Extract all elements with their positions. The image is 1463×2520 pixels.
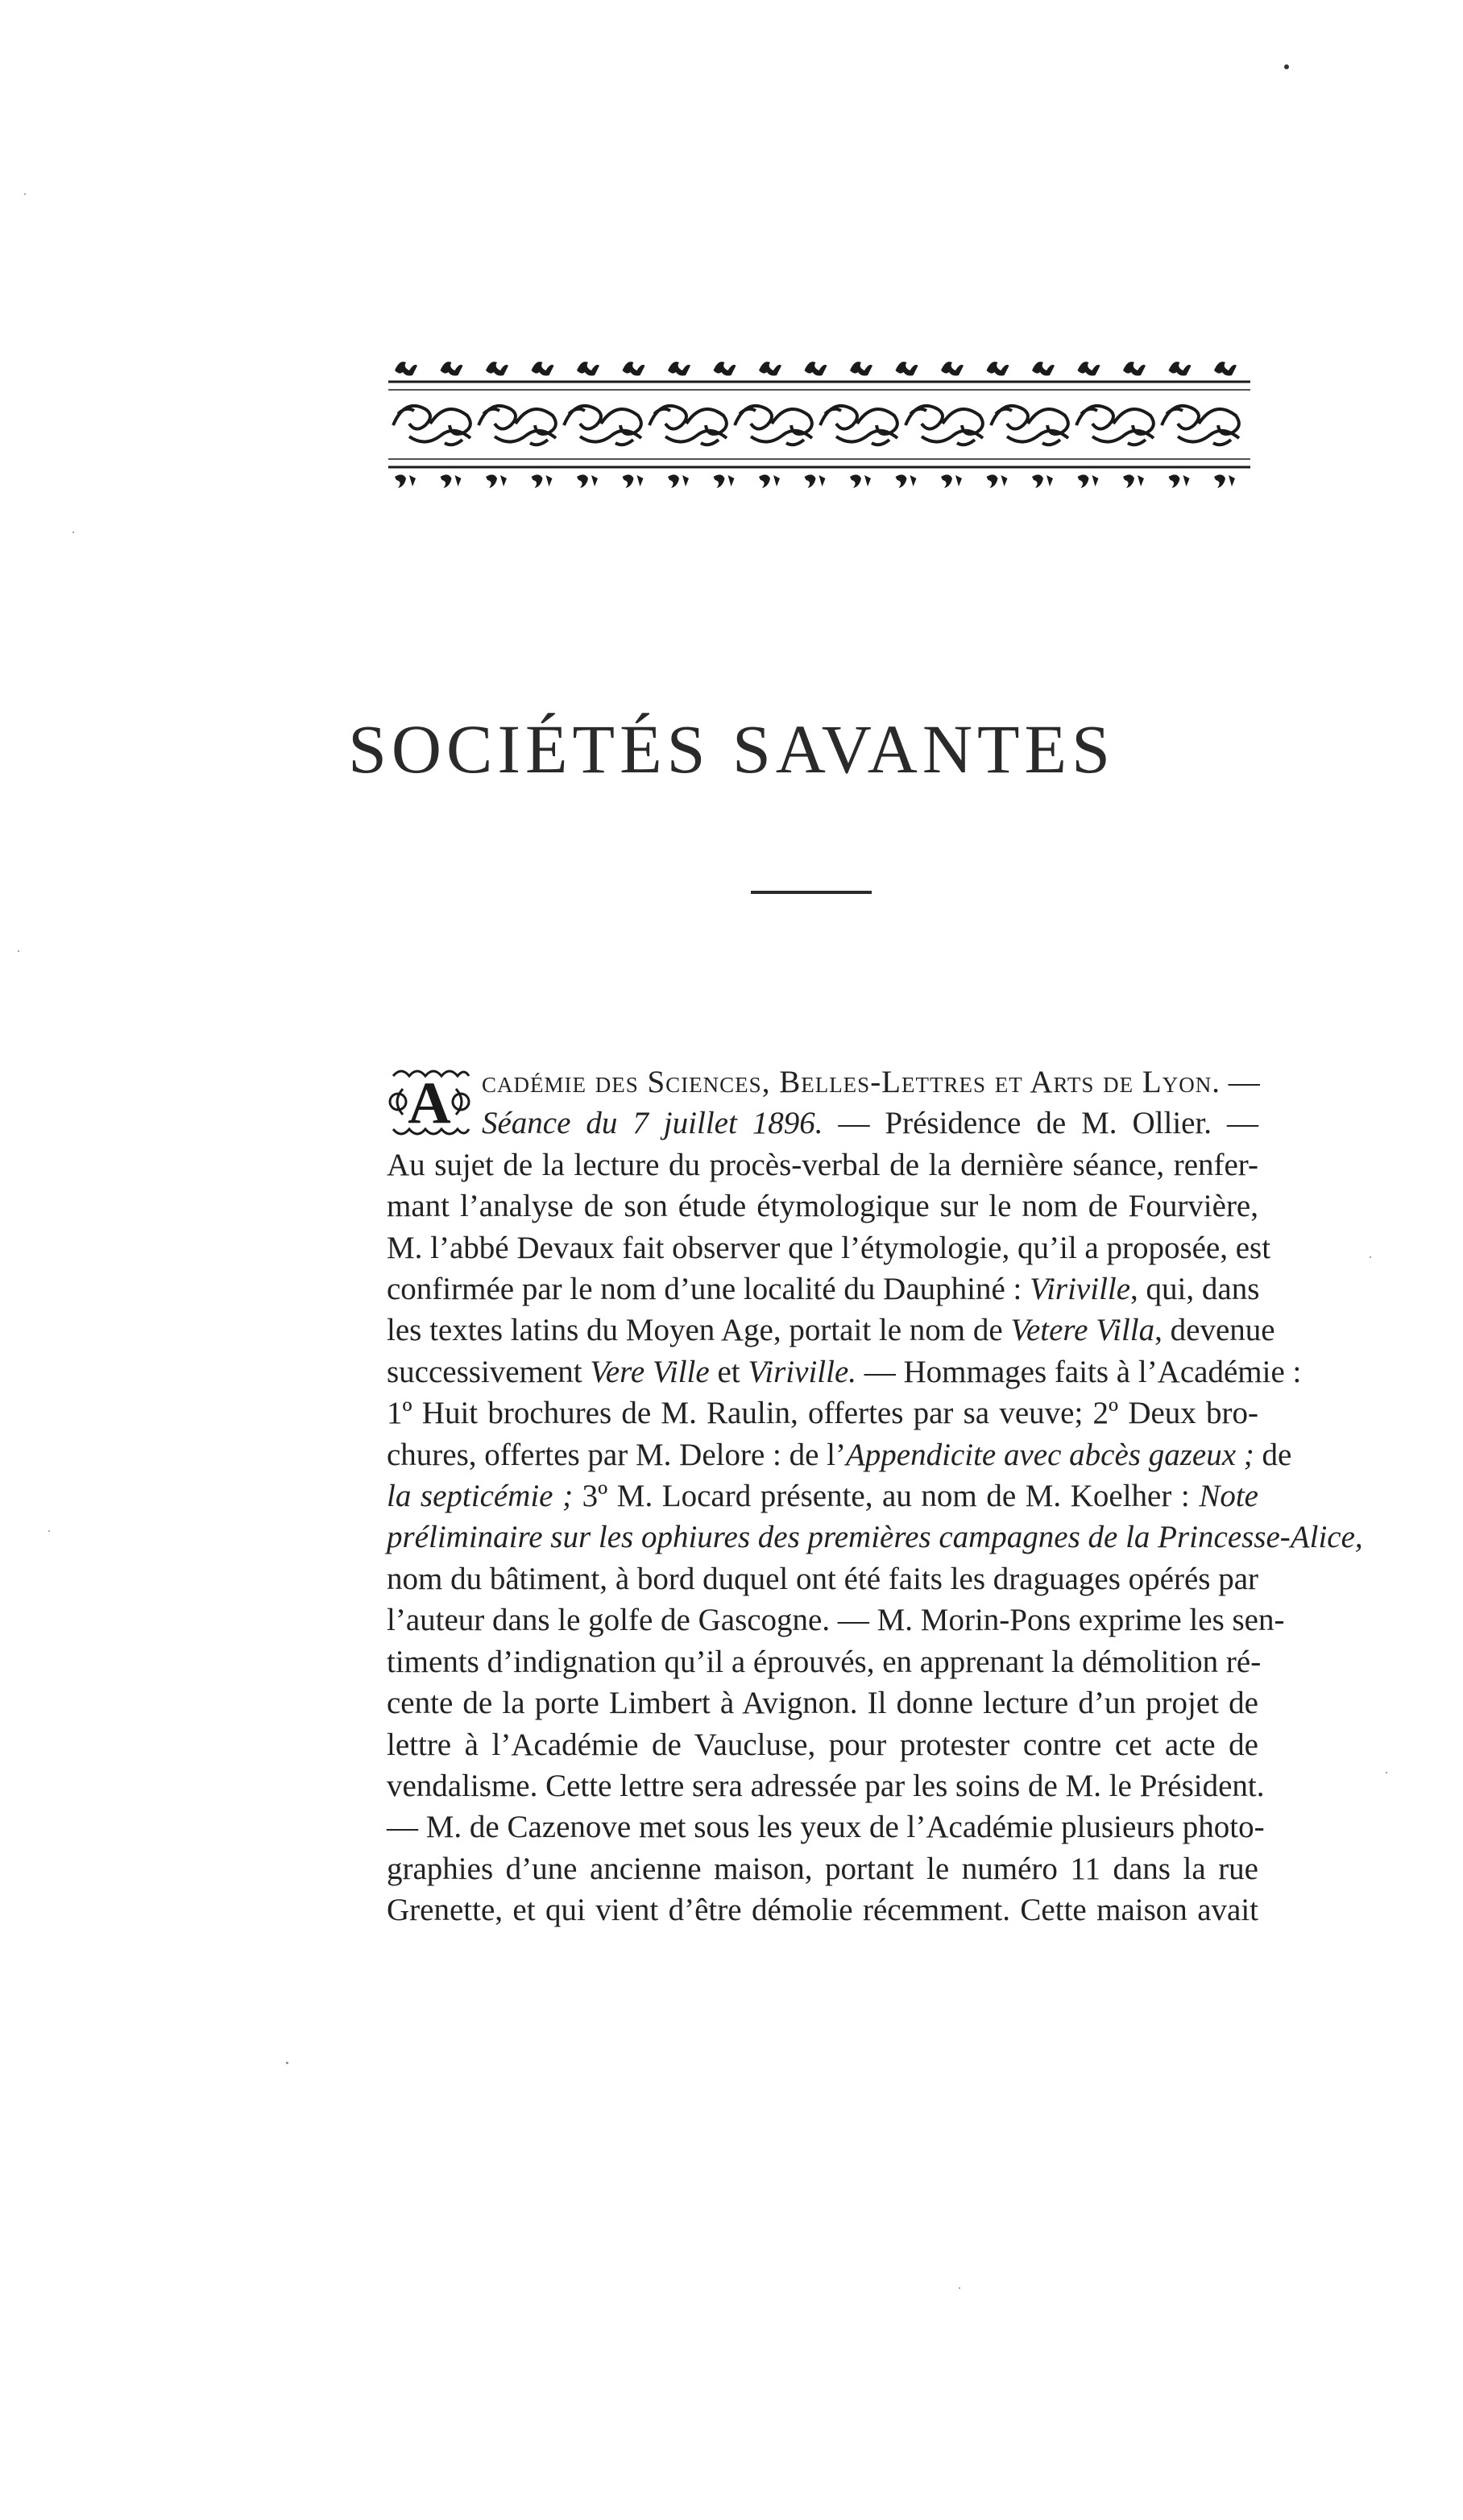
ornament-leaf-bottom: [896, 474, 917, 488]
ornament-leaf-bottom: [1169, 474, 1190, 488]
ornament-leaf-bottom: [441, 474, 462, 488]
text-line: nom du bâtiment, à bord duquel ont été faits les draguages opérés par: [387, 1561, 1258, 1596]
ornament-leaf-top: [1078, 362, 1100, 375]
text-line: — M. de Cazenove met sous les yeux de l’Académie plusieurs photo-: [387, 1810, 1265, 1845]
text-line: Grenette, et qui vient d’être démolie récemment. Cette maison avait: [387, 1893, 1258, 1928]
ornament-leaf-top: [941, 362, 964, 375]
text-line: la septicémie ; 3º M. Locard présente, au nom de M. Koelher : Note: [387, 1479, 1258, 1514]
text-line: chures, offertes par M. Delore : de l’Appendicite avec abcès gazeux ; de: [387, 1437, 1292, 1472]
ornament-leaf-top: [714, 362, 736, 375]
text-line: Au sujet de la lecture du procès-verbal de la dernière séance, renfer-: [387, 1147, 1258, 1182]
ornament-scroll: [393, 406, 470, 445]
text-line: préliminaire sur les ophiures des premières campagnes de la Princesse-Alice,: [387, 1520, 1363, 1555]
ornament-leaf-top: [1169, 362, 1192, 375]
ornament-leaf-top: [987, 362, 1009, 375]
ornament-leaf-bottom: [1032, 474, 1053, 488]
text-line: mant l’analyse de son étude étymologique sur le nom de Fourvière,: [387, 1189, 1258, 1224]
text-line: l’auteur dans le golfe de Gascogne. — M. Morin-Pons exprime les sen-: [387, 1603, 1285, 1638]
ornament-leaf-bottom: [395, 474, 416, 488]
ornament-scroll: [564, 406, 641, 445]
ornament-leaf-bottom: [486, 474, 507, 488]
ornament-scroll: [1076, 406, 1154, 445]
ornament-leaf-top: [395, 362, 417, 375]
ornament-leaf-bottom: [532, 474, 553, 488]
text-line: successivement Vere Ville et Viriville. — Hommages faits à l’Académie :: [387, 1354, 1302, 1389]
text-line: 1º Huit brochures de M. Raulin, offertes par sa veuve; 2º Deux bro-: [387, 1396, 1258, 1431]
ornament-scroll: [991, 406, 1068, 445]
ornament-leaf-top: [623, 362, 645, 375]
text-line: cente de la porte Limbert à Avignon. Il donne lecture d’un projet de: [387, 1686, 1258, 1721]
ornament-leaf-top: [532, 362, 554, 375]
ornament-scroll: [479, 406, 556, 445]
article-body: A cadémie des Sciences, Belles-Lettres et Arts de Lyon. — Séance du 7 juillet 1896. — Présidence de M. Ollier. — Au sujet de la lecture du procès-verbal de la dernière séance, renfer- mant l’analyse de son étude étymologique sur le nom de Fourvière, M. l’abbé Devaux fait observer que l’étymologie, qu’il a proposée, est confirmée par le nom d’une localité du Dauphiné : Viriville, qui, dans les textes latins du Moyen Age, portait le nom de Vetere Villa, devenue successivement Vere Ville et Viriville. — Hommages faits à l’Académie : 1º Huit brochures de M. Raulin, offertes par sa veuve; 2º Deux bro- chures, offertes par M. Delore : de l’Appendicite avec abcès gazeux ; de la septicémie ; 3º M. Locard présente, au nom de M. Koelher : Note préliminaire sur les ophiures des premières campagnes de la Princesse-Alice, nom du bâtiment, à bord duquel ont été faits les draguages opérés par l’auteur dans le golfe de Gascogne. — M. Morin-Pons exprime les sen- timents d’indignation qu’il a éprouvés, en apprenant la démolition ré- cente de la porte Limbert à Avignon. Il donne lecture d’un projet de lettre à l’Académie de Vaucluse, pour protester contre cet acte de vendalisme. Cette lettre sera adressée par les soins de M. le Président. — M. de Cazenove met sous les yeux de l’Académie plusieurs photo- graphies d’une ancienne maison, portant le numéro 11 dans la rue Grenette, et qui vient d’être démolie récemment. Cette maison avait: [387, 1061, 1258, 1931]
text-line: les textes latins du Moyen Age, portait le nom de Vetere Villa, devenue: [387, 1313, 1275, 1348]
ornament-leaf-top: [1214, 362, 1237, 375]
ornament-leaf-bottom: [577, 474, 598, 488]
ornament-scroll: [649, 406, 727, 445]
ornament-leaf-bottom: [1078, 474, 1099, 488]
text-line: M. l’abbé Devaux fait observer que l’étymologie, qu’il a proposée, est: [387, 1230, 1271, 1265]
ornament-leaf-top: [668, 362, 690, 375]
ornament-leaf-bottom: [623, 474, 644, 488]
dropcap-letter: A: [408, 1070, 451, 1136]
ornament-leaf-top: [1123, 362, 1146, 375]
ornament-leaf-top: [1032, 362, 1055, 375]
ornament-border: [388, 346, 1250, 507]
ornament-leaf-top: [441, 362, 463, 375]
ornament-leaf-top: [896, 362, 918, 375]
ornament-leaf-top: [486, 362, 508, 375]
ornament-leaf-bottom: [987, 474, 1008, 488]
ornament-leaf-top: [577, 362, 599, 375]
ornament-leaf-bottom: [805, 474, 826, 488]
title-rule: [751, 891, 872, 894]
text-line: timents d’indignation qu’il a éprouvés, en apprenant la démolition ré-: [387, 1644, 1262, 1679]
ornament-leaf-bottom: [1214, 474, 1235, 488]
ornament-scroll: [906, 406, 983, 445]
ornament-leaf-top: [805, 362, 827, 375]
ornament-leaf-bottom: [850, 474, 871, 488]
ornament-scroll: [820, 406, 897, 445]
ornament-scroll: [735, 406, 812, 445]
ornament-scroll: [1162, 406, 1239, 445]
text-line: graphies d’une ancienne maison, portant le numéro 11 dans la rue: [387, 1851, 1258, 1886]
ornament-leaf-top: [759, 362, 781, 375]
text-line: lettre à l’Académie de Vaucluse, pour protester contre cet acte de: [387, 1727, 1258, 1762]
ornament-leaf-top: [850, 362, 872, 375]
page-title: SOCIÉTÉS SAVANTES: [348, 710, 1115, 788]
text-line: confirmée par le nom d’une localité du Dauphiné : Viriville, qui, dans: [387, 1272, 1260, 1307]
ornament-leaf-bottom: [1123, 474, 1144, 488]
ornament-leaf-bottom: [668, 474, 689, 488]
text-line: vendalisme. Cette lettre sera adressée par les soins de M. le Président.: [387, 1768, 1265, 1803]
society-heading: cadémie des Sciences, Belles-Lettres et Arts de Lyon.: [482, 1065, 1221, 1099]
ornament-leaf-bottom: [759, 474, 780, 488]
dropcap-initial: [387, 1065, 472, 1139]
session-date: Séance du 7 juillet 1896.: [482, 1106, 823, 1141]
ornament-leaf-bottom: [941, 474, 962, 488]
ornament-leaf-bottom: [714, 474, 735, 488]
